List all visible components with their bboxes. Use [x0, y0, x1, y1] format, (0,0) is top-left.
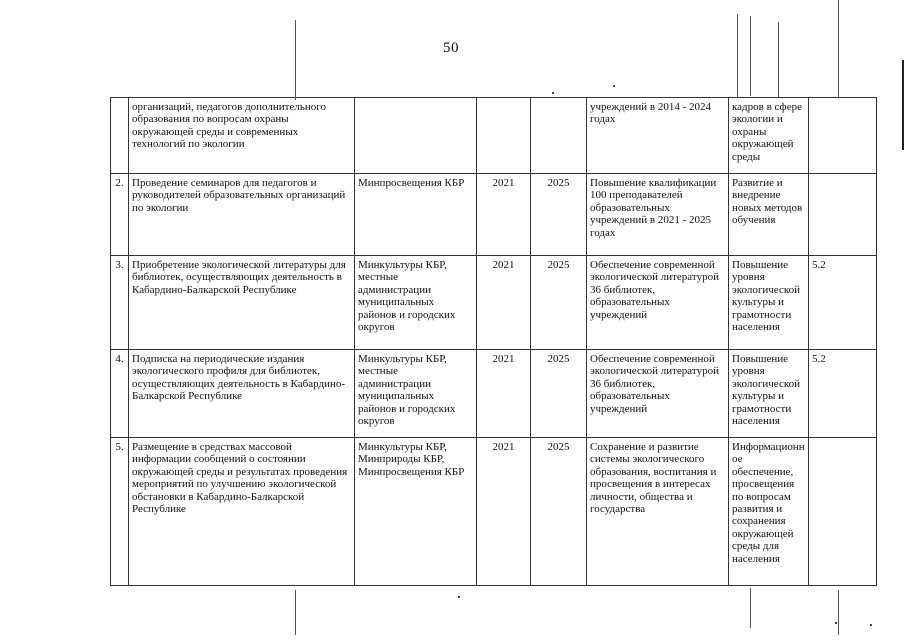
row-number: 5.: [111, 438, 129, 586]
effect-cell: кадров в сфере экологии и охраны окружающей среды: [729, 98, 809, 174]
scan-artifact-dot: [613, 85, 615, 87]
scan-artifact-dot: [552, 92, 554, 94]
table-row: [111, 350, 877, 438]
table-row: [111, 98, 877, 174]
scan-artifact-dot: [835, 622, 837, 624]
scan-artifact-line: [295, 590, 296, 635]
start-year-cell: 2021: [477, 174, 531, 256]
executor-cell: Минкультуры КБР, местные администрации муниципальных районов и городских округов: [355, 256, 477, 350]
executor-cell: [355, 98, 477, 174]
end-year-cell: 2025: [531, 350, 587, 438]
effect-cell: Развитие и внедрение новых методов обучения: [729, 174, 809, 256]
end-year-cell: 2025: [531, 174, 587, 256]
result-cell: Повышение квалификации 100 преподавателей образовательных учреждений в 2021 - 2025 годах: [587, 174, 729, 256]
executor-cell: Минкультуры КБР, Минприроды КБР, Минпросвещения КБР: [355, 438, 477, 586]
activity-cell: Проведение семинаров для педагогов и руководителей образовательных организаций по экологии: [129, 174, 355, 256]
indicator-cell: [809, 174, 877, 256]
activity-cell: организаций, педагогов дополнительного образования по вопросам охраны окружающей среды и современных технологий по экологии: [129, 98, 355, 174]
row-number: 3.: [111, 256, 129, 350]
result-cell: Обеспечение современной экологической литературой 36 библиотек, образовательных учреждений: [587, 350, 729, 438]
measures-table: [110, 97, 877, 586]
activity-cell: Подписка на периодические издания экологического профиля для библиотек, осуществляющих деятельность в Кабардино-Балкарской Республике: [129, 350, 355, 438]
scan-artifact-line: [778, 22, 779, 97]
row-number: 2.: [111, 174, 129, 256]
result-cell: Сохранение и развитие системы экологического образования, воспитания и просвещения в интересах личности, общества и государства: [587, 438, 729, 586]
indicator-cell: 5.2: [809, 350, 877, 438]
scan-artifact-line: [750, 16, 751, 96]
start-year-cell: 2021: [477, 438, 531, 586]
scan-artifact-dot: [870, 624, 872, 626]
result-cell: Обеспечение современной экологической литературой 36 библиотек, образовательных учреждений: [587, 256, 729, 350]
start-year-cell: 2021: [477, 256, 531, 350]
end-year-cell: 2025: [531, 256, 587, 350]
start-year-cell: 2021: [477, 350, 531, 438]
scan-edge-mark: [902, 60, 904, 150]
indicator-cell: [809, 98, 877, 174]
table-row: [111, 256, 877, 350]
start-year-cell: [477, 98, 531, 174]
indicator-cell: [809, 438, 877, 586]
result-cell: учреждений в 2014 - 2024 годах: [587, 98, 729, 174]
activity-cell: Размещение в средствах массовой информации сообщений о состоянии окружающей среды и результатах проведения мероприятий по улучшению экологической обстановки в Кабардино-Балкарской Республике: [129, 438, 355, 586]
executor-cell: Минкультуры КБР, местные администрации муниципальных районов и городских округов: [355, 350, 477, 438]
table-row: [111, 438, 877, 586]
scan-artifact-line: [838, 0, 839, 97]
page-number: 50: [443, 40, 459, 56]
effect-cell: Информационное обеспечение, просвещения по вопросам развития и сохранения окружающей среды для населения: [729, 438, 809, 586]
indicator-cell: 5.2: [809, 256, 877, 350]
activity-cell: Приобретение экологической литературы для библиотек, осуществляющих деятельность в Кабардино-Балкарской Республике: [129, 256, 355, 350]
table-row: [111, 174, 877, 256]
end-year-cell: 2025: [531, 438, 587, 586]
end-year-cell: [531, 98, 587, 174]
scan-artifact-line: [838, 590, 839, 635]
effect-cell: Повышение уровня экологической культуры и грамотности населения: [729, 350, 809, 438]
scan-artifact-line: [750, 588, 751, 628]
executor-cell: Минпросвещения КБР: [355, 174, 477, 256]
row-number: 4.: [111, 350, 129, 438]
scan-artifact-line: [737, 14, 738, 98]
row-number: [111, 98, 129, 174]
scan-artifact-dot: [458, 596, 460, 598]
scan-artifact-line: [295, 20, 296, 100]
effect-cell: Повышение уровня экологической культуры и грамотности населения: [729, 256, 809, 350]
